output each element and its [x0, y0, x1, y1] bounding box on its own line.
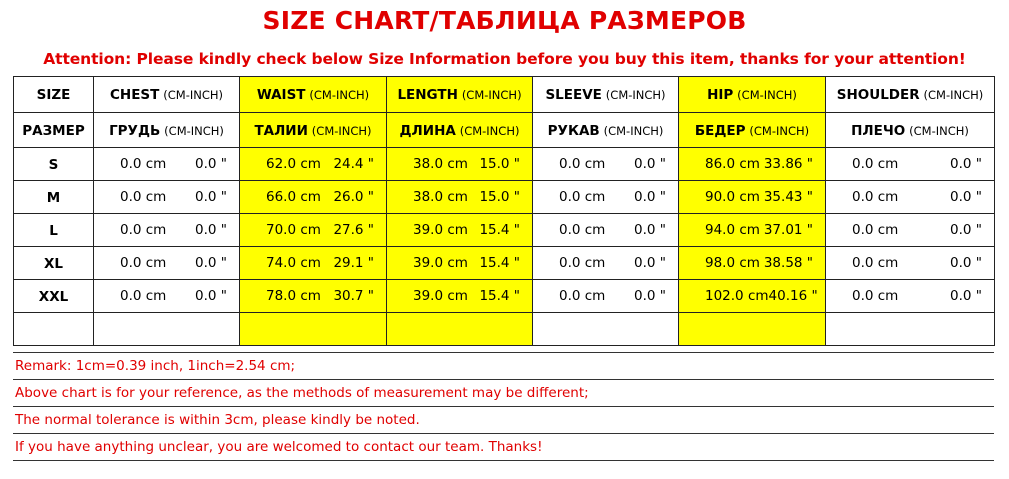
cm-value: 0.0 cm [852, 222, 899, 238]
size-header: SIZE [14, 77, 94, 113]
cm-value: 0.0 cm [852, 288, 899, 304]
col-header-length-ru: ДЛИНА (CM-INCH) [387, 113, 533, 148]
cm-value: 94.0 cm [705, 222, 760, 238]
size-cell: M [14, 181, 94, 214]
col-header-sleeve-ru: РУКАВ (CM-INCH) [533, 113, 679, 148]
size-cell: S [14, 148, 94, 181]
table-row [14, 214, 995, 247]
inch-value: 30.7 " [333, 288, 374, 304]
inch-value: 0.0 " [634, 288, 666, 304]
remarks-section [13, 352, 994, 461]
col-header-hip: HIP (CM-INCH) [679, 77, 826, 113]
cm-value: 74.0 cm [266, 255, 321, 271]
chest-cell [94, 148, 240, 181]
col-header-waist: WAIST (CM-INCH) [240, 77, 387, 113]
waist-cell [240, 181, 387, 214]
cm-value: 0.0 cm [120, 288, 167, 304]
chest-cell [94, 280, 240, 313]
inch-value: 0.0 " [195, 255, 227, 271]
empty-cell [240, 313, 387, 346]
col-header-chest-ru: ГРУДЬ (CM-INCH) [94, 113, 240, 148]
cm-value: 0.0 cm [852, 189, 899, 205]
inch-value: 0.0 " [950, 222, 982, 238]
waist-cell [240, 280, 387, 313]
inch-value: 35.43 " [763, 189, 813, 205]
cm-value: 70.0 cm [266, 222, 321, 238]
sleeve-cell [533, 247, 679, 280]
col-header-waist-ru: ТАЛИИ (CM-INCH) [240, 113, 387, 148]
col-header-sleeve: SLEEVE (CM-INCH) [533, 77, 679, 113]
inch-value: 0.0 " [634, 189, 666, 205]
empty-cell [533, 313, 679, 346]
remark-line: The normal tolerance is within 3cm, please kindly be noted. [13, 407, 994, 434]
waist-cell [240, 247, 387, 280]
cm-value: 0.0 cm [559, 156, 606, 172]
cm-value: 0.0 cm [559, 222, 606, 238]
page-title: SIZE CHART/ТАБЛИЦА РАЗМЕРОВ [262, 6, 747, 35]
cm-value: 0.0 cm [559, 255, 606, 271]
cm-value: 62.0 cm [266, 156, 321, 172]
empty-cell [387, 313, 533, 346]
cm-value: 0.0 cm [559, 288, 606, 304]
empty-cell [826, 313, 995, 346]
attention-notice: Attention: Please kindly check below Size Information before you buy this item, thanks for your attention! [43, 50, 966, 68]
cm-value: 0.0 cm [852, 255, 899, 271]
inch-value: 26.0 " [333, 189, 374, 205]
inch-value: 29.1 " [333, 255, 374, 271]
hip-cell [679, 214, 826, 247]
hip-cell [679, 181, 826, 214]
header-row-ru [14, 113, 995, 148]
remark-line: If you have anything unclear, you are welcomed to contact our team. Thanks! [13, 434, 994, 461]
cm-value: 38.0 cm [413, 189, 468, 205]
inch-value: 0.0 " [950, 189, 982, 205]
cm-value: 66.0 cm [266, 189, 321, 205]
inch-value: 24.4 " [333, 156, 374, 172]
length-cell [387, 247, 533, 280]
inch-value: 0.0 " [195, 288, 227, 304]
shoulder-cell [826, 280, 995, 313]
cm-value: 98.0 cm [705, 255, 760, 271]
inch-value: 15.4 " [479, 222, 520, 238]
length-cell [387, 214, 533, 247]
cm-value: 0.0 cm [120, 189, 167, 205]
empty-cell [679, 313, 826, 346]
inch-value: 0.0 " [950, 156, 982, 172]
col-header-shoulder: SHOULDER (CM-INCH) [826, 77, 995, 113]
size-cell: XL [14, 247, 94, 280]
shoulder-cell [826, 181, 995, 214]
length-cell [387, 148, 533, 181]
hip-cell [679, 148, 826, 181]
cm-value: 0.0 cm [120, 222, 167, 238]
sleeve-cell [533, 280, 679, 313]
table-row [14, 148, 995, 181]
cm-value: 90.0 cm [705, 189, 760, 205]
cm-value: 0.0 cm [120, 156, 167, 172]
size-cell: L [14, 214, 94, 247]
cm-value: 38.0 cm [413, 156, 468, 172]
shoulder-cell [826, 214, 995, 247]
inch-value: 37.01 " [763, 222, 813, 238]
inch-value: 27.6 " [333, 222, 374, 238]
table-row [14, 181, 995, 214]
remark-line: Remark: 1cm=0.39 inch, 1inch=2.54 cm; [13, 352, 994, 380]
chest-cell [94, 214, 240, 247]
inch-value: 40.16 " [768, 288, 818, 304]
cm-value: 39.0 cm [413, 255, 468, 271]
table-row [14, 247, 995, 280]
cm-value: 78.0 cm [266, 288, 321, 304]
chest-cell [94, 181, 240, 214]
size-chart-table [13, 76, 995, 346]
length-cell [387, 280, 533, 313]
col-header-shoulder-ru: ПЛЕЧО (CM-INCH) [826, 113, 995, 148]
inch-value: 0.0 " [195, 189, 227, 205]
chest-cell [94, 247, 240, 280]
sleeve-cell [533, 148, 679, 181]
inch-value: 15.4 " [479, 288, 520, 304]
cm-value: 0.0 cm [120, 255, 167, 271]
inch-value: 15.0 " [479, 156, 520, 172]
cm-value: 39.0 cm [413, 288, 468, 304]
inch-value: 0.0 " [950, 255, 982, 271]
length-cell [387, 181, 533, 214]
cm-value: 0.0 cm [852, 156, 899, 172]
cm-value: 102.0 cm [705, 288, 769, 304]
sleeve-cell [533, 181, 679, 214]
col-header-hip-ru: БЕДЕР (CM-INCH) [679, 113, 826, 148]
size-header-ru: РАЗМЕР [14, 113, 94, 148]
inch-value: 0.0 " [195, 156, 227, 172]
cm-value: 86.0 cm [705, 156, 760, 172]
cm-value: 0.0 cm [559, 189, 606, 205]
shoulder-cell [826, 148, 995, 181]
col-header-chest: CHEST (CM-INCH) [94, 77, 240, 113]
waist-cell [240, 148, 387, 181]
inch-value: 0.0 " [634, 156, 666, 172]
inch-value: 0.0 " [634, 222, 666, 238]
empty-row [14, 313, 995, 346]
size-cell: XXL [14, 280, 94, 313]
header-row-en [14, 77, 995, 113]
inch-value: 0.0 " [634, 255, 666, 271]
waist-cell [240, 214, 387, 247]
inch-value: 15.0 " [479, 189, 520, 205]
inch-value: 0.0 " [950, 288, 982, 304]
hip-cell [679, 280, 826, 313]
shoulder-cell [826, 247, 995, 280]
inch-value: 38.58 " [763, 255, 813, 271]
table-row [14, 280, 995, 313]
inch-value: 15.4 " [479, 255, 520, 271]
sleeve-cell [533, 214, 679, 247]
cm-value: 39.0 cm [413, 222, 468, 238]
col-header-length: LENGTH (CM-INCH) [387, 77, 533, 113]
empty-cell [14, 313, 94, 346]
inch-value: 0.0 " [195, 222, 227, 238]
remark-line: Above chart is for your reference, as the methods of measurement may be different; [13, 380, 994, 407]
inch-value: 33.86 " [763, 156, 813, 172]
empty-cell [94, 313, 240, 346]
hip-cell [679, 247, 826, 280]
